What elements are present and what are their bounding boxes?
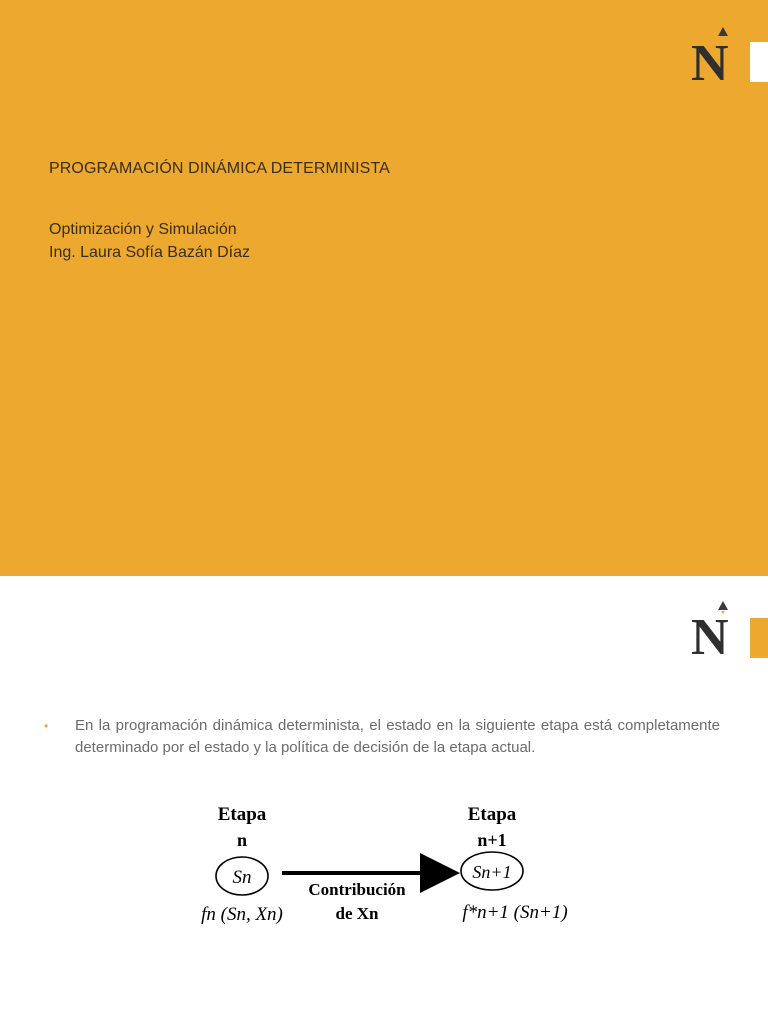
right-state-label: Sn+1 [472, 862, 512, 882]
north-n-logo-icon [688, 24, 738, 84]
left-state-label: Sn [232, 867, 252, 888]
bullet-item [44, 715, 720, 759]
presentation-title: PROGRAMACIÓN DINÁMICA DETERMINISTA [49, 160, 390, 177]
right-stage-function: f*n+1 (Sn+1) [462, 902, 568, 923]
corner-accent-bar [750, 42, 768, 82]
right-stage-label: Etapa [467, 804, 517, 825]
svg-text:N: N [691, 609, 729, 658]
right-stage-index: n+1 [477, 830, 507, 850]
arrow-label-line1: Contribución [308, 880, 406, 899]
author-name: Ing. Laura Sofía Bazán Díaz [49, 244, 251, 261]
arrow-label-line2: de Xn [335, 904, 379, 923]
north-n-logo-icon [688, 598, 738, 658]
left-stage-index: n [236, 830, 248, 850]
left-stage-function: fn (Sn, Xn) [201, 904, 283, 925]
bullet-text: En la programación dinámica determinista, el estado en la siguiente etapa está completamente determinado por el estado y la política de decisión de la etapa actual. [75, 717, 720, 756]
stage-transition-diagram [190, 794, 590, 944]
svg-text:N: N [691, 35, 729, 84]
content-slide [0, 576, 768, 1024]
course-name: Optimización y Simulación [49, 221, 237, 238]
left-stage-label: Etapa [217, 804, 267, 825]
corner-accent-bar [750, 618, 768, 658]
bullet-dot-icon: • [44, 719, 49, 733]
presentation-subtitle [49, 218, 250, 264]
